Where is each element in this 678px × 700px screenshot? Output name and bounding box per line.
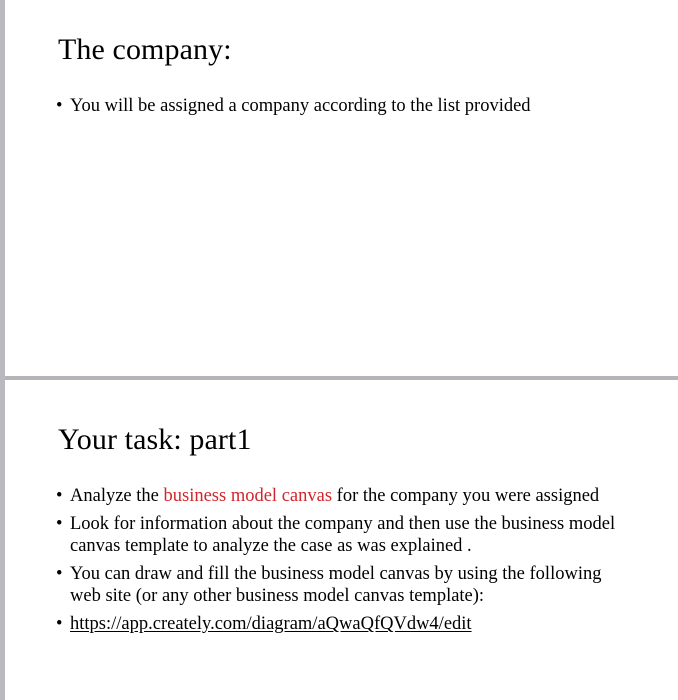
slide-your-task <box>5 380 678 700</box>
slide-title: The company: <box>58 33 232 66</box>
bullet-text: You will be assigned a company according to the list provided <box>70 96 531 116</box>
bullet-list <box>56 485 626 641</box>
slide-title: Your task: part1 <box>58 423 252 456</box>
bullet-text: You can draw and fill the business model canvas by using the following web site (or any other business model canvas template): <box>70 564 602 606</box>
bullet-dot: • <box>56 514 63 534</box>
slide-the-company <box>5 0 678 376</box>
bullet-text: Look for information about the company and then use the business model canvas template to analyze the case as was explained . <box>70 514 616 556</box>
bullet-item <box>56 95 626 117</box>
highlighted-term: business model canvas <box>163 486 333 506</box>
bullet-dot: • <box>56 614 63 634</box>
bullet-item-analyze <box>56 485 626 507</box>
bullet-dot: • <box>56 486 63 506</box>
bullet-text-before: Analyze the <box>70 486 164 506</box>
bullet-item-draw-and-fill <box>56 563 626 607</box>
creately-link[interactable]: https://app.creately.com/diagram/aQwaQfQVdw4/edit <box>70 614 472 634</box>
bullet-dot: • <box>56 96 63 116</box>
bullet-list <box>56 95 626 123</box>
bullet-text-after: for the company you were assigned <box>332 486 600 506</box>
bullet-dot: • <box>56 564 63 584</box>
bullet-item-look-for-information <box>56 513 626 557</box>
bullet-item-link <box>56 613 626 635</box>
